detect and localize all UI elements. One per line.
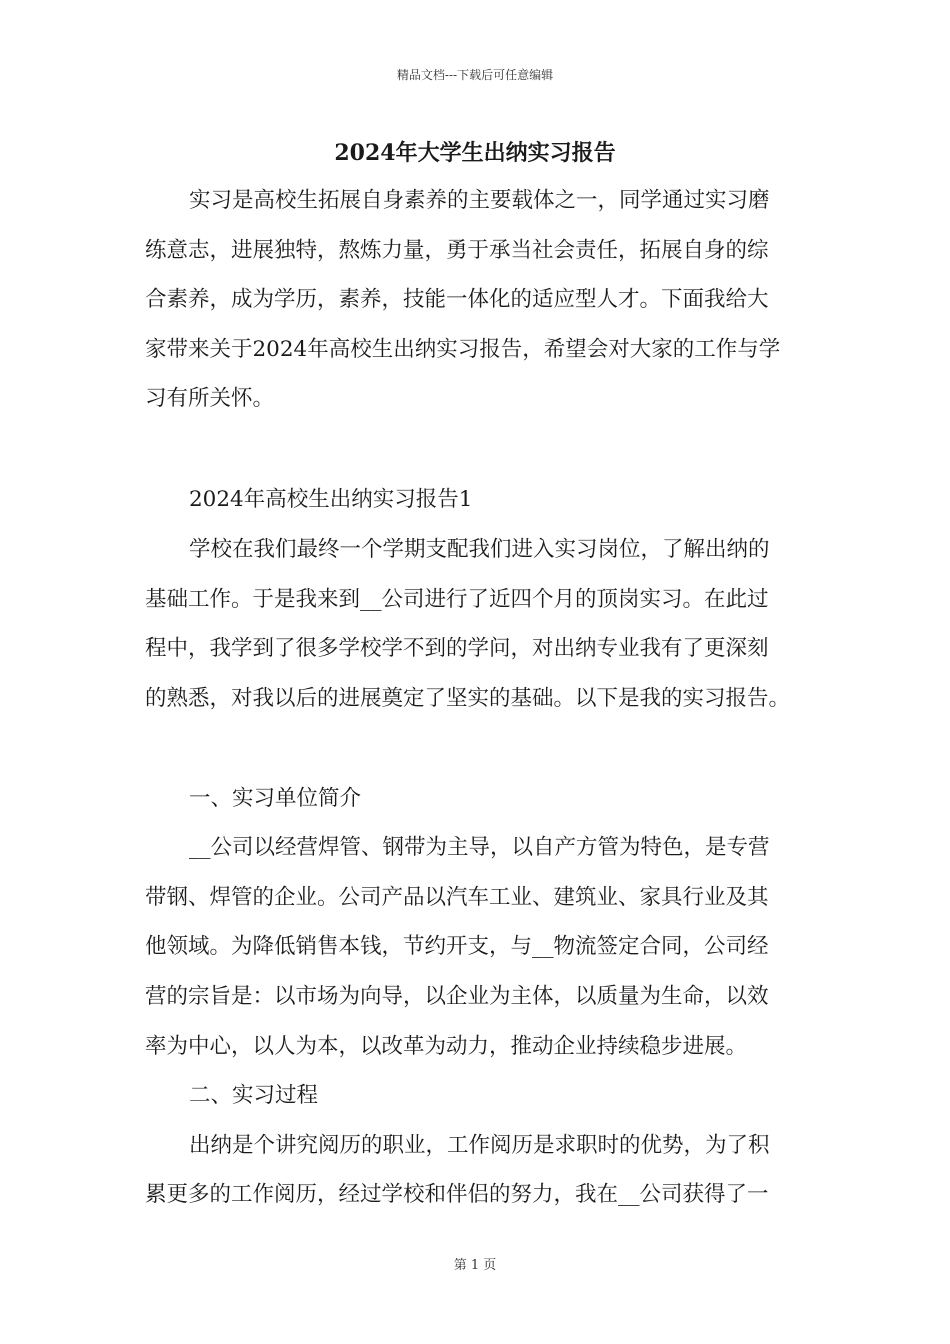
text-line: 学校在我们最终一个学期支配我们进入实习岗位，了解出纳的	[189, 537, 770, 562]
section-heading: 二、实习过程	[189, 1083, 319, 1108]
text-line: 出纳是个讲究阅历的职业，工作阅历是求职时的优势，为了积	[189, 1133, 770, 1158]
text-line: 率为中心，以人为本，以改革为动力，推动企业持续稳步进展。	[145, 1034, 748, 1059]
text-line: 他领域。为降低销售本钱，节约开支，与__物流签定合同，公司经	[145, 934, 769, 959]
text-line: 的熟悉，对我以后的进展奠定了坚实的基础。以下是我的实习报告。	[145, 686, 791, 711]
document-title: 2024年大学生出纳实习报告	[334, 140, 616, 166]
text-line: 程中，我学到了很多学校学不到的学问，对出纳专业我有了更深刻	[145, 636, 769, 661]
text-line: 带钢、焊管的企业。公司产品以汽车工业、建筑业、家具行业及其	[145, 885, 769, 910]
text-line: 家带来关于2024年高校生出纳实习报告，希望会对大家的工作与学	[145, 337, 781, 362]
text-line: 实习是高校生拓展自身素养的主要载体之一，同学通过实习磨	[189, 188, 770, 213]
text-line: 合素养，成为学历，素养，技能一体化的适应型人才。下面我给大	[145, 287, 769, 312]
text-line: 基础工作。于是我来到__公司进行了近四个月的顶岗实习。在此过	[145, 587, 769, 612]
page-number: 第 1 页	[453, 1258, 497, 1273]
text-line: 习有所关怀。	[145, 386, 275, 411]
section-heading: 2024年高校生出纳实习报告1	[189, 487, 473, 512]
section-heading: 一、实习单位简介	[189, 786, 362, 811]
text-line: 练意志，进展独特，熬炼力量，勇于承当社会责任，拓展自身的综	[145, 238, 769, 263]
text-line: 营的宗旨是：以市场为向导，以企业为主体，以质量为生命，以效	[145, 984, 769, 1009]
text-line: 累更多的工作阅历，经过学校和伴侣的努力，我在__公司获得了一	[145, 1182, 769, 1207]
text-line: __公司以经营焊管、钢带为主导，以自产方管为特色，是专营	[189, 835, 770, 860]
header-note: 精品文档---下载后可任意编辑	[396, 68, 554, 82]
